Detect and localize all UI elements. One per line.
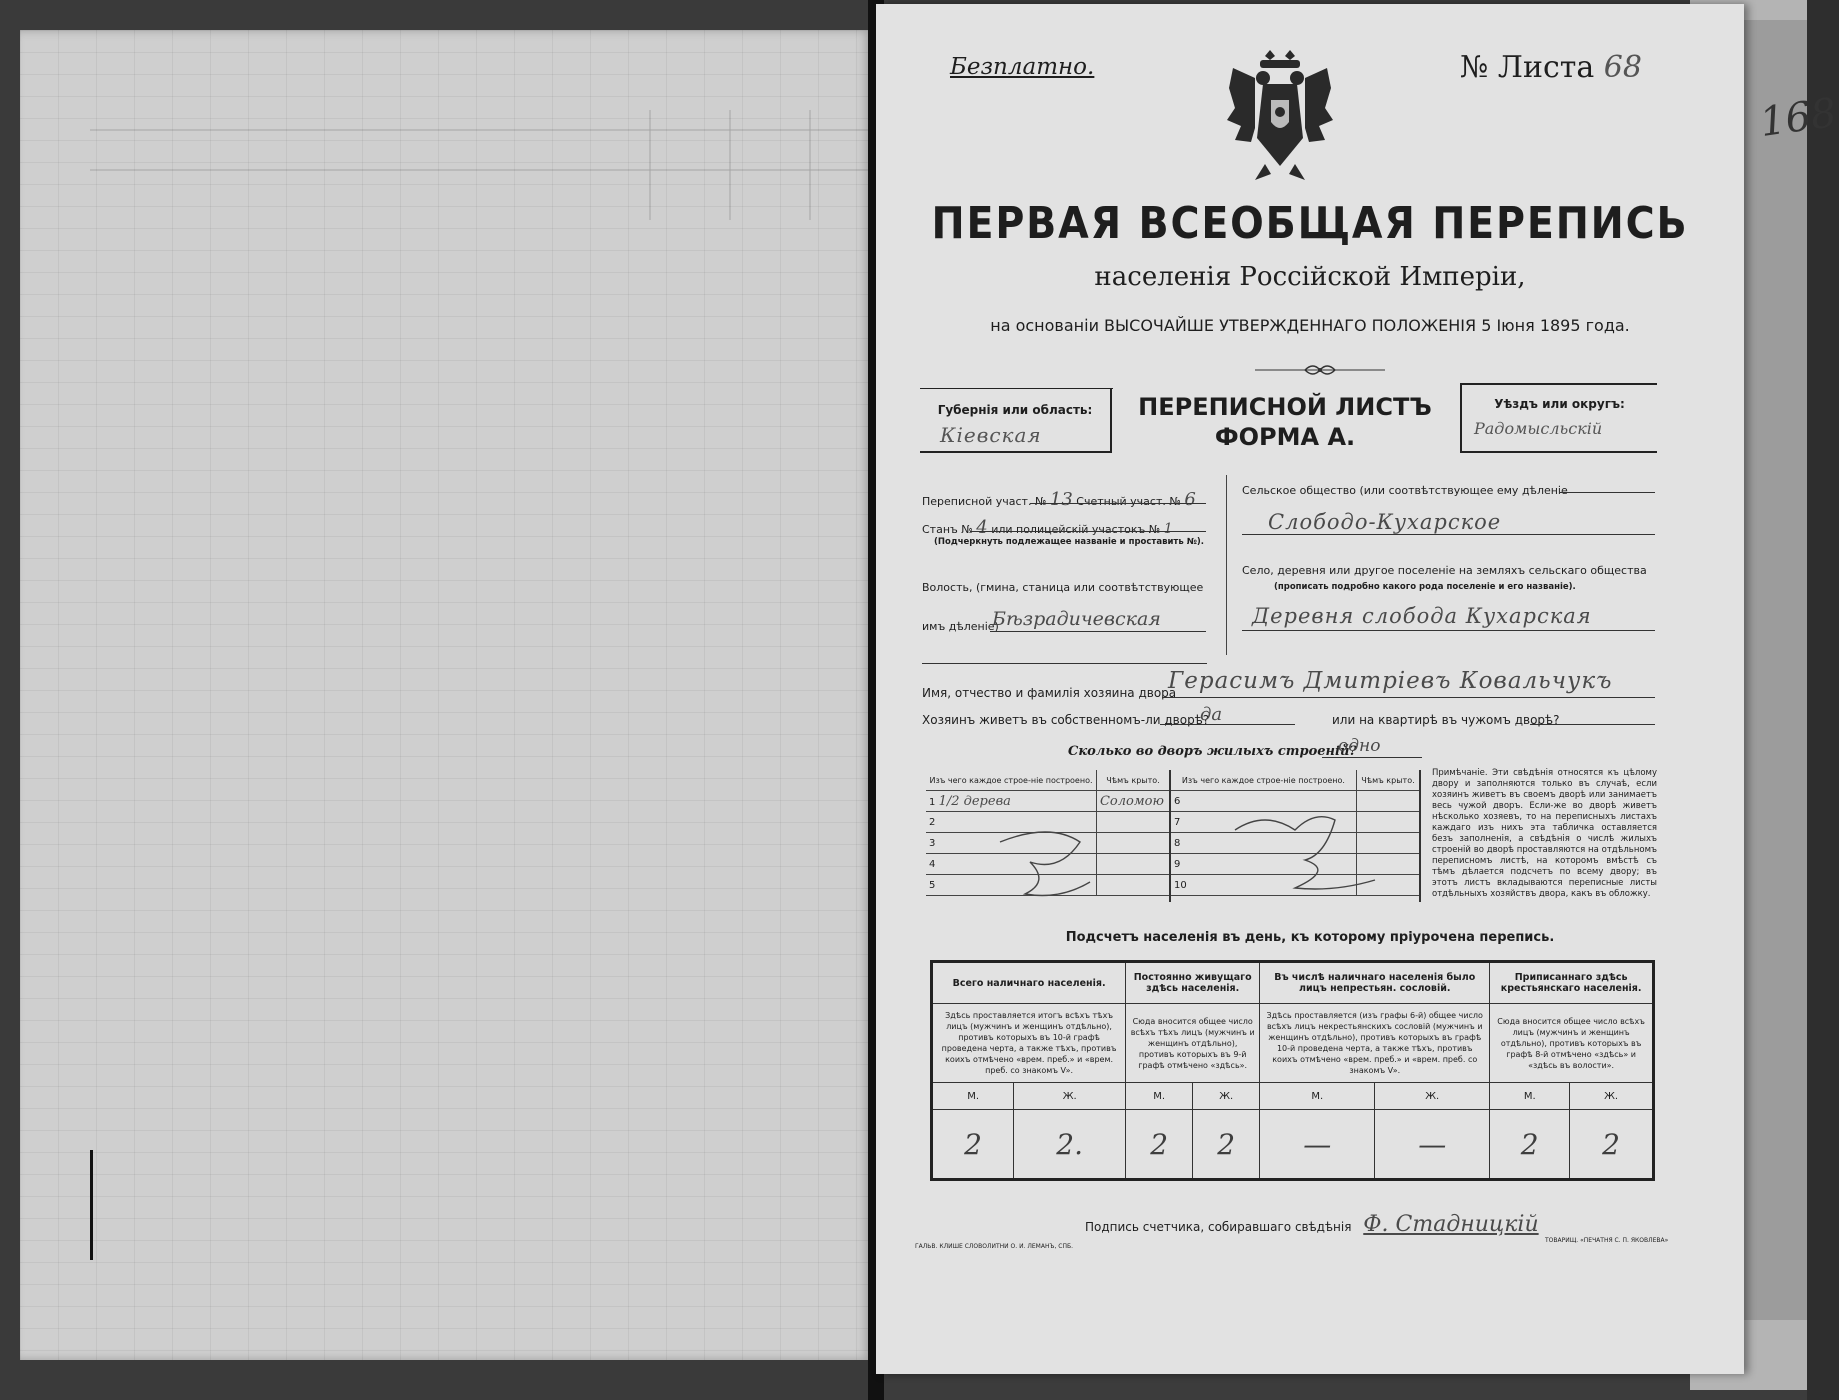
- sex-label: М.: [1490, 1083, 1570, 1110]
- form-column-divider: [1226, 475, 1227, 655]
- population-title: Подсчетъ населенія въ день, къ которому пріурочена перепись.: [1065, 930, 1555, 945]
- col-material-header: Изъ чего каждое строе-ніе построено.: [1171, 770, 1356, 791]
- stan-value: 4: [976, 517, 988, 538]
- sex-label: М.: [1126, 1083, 1193, 1110]
- population-header: Приписаннаго здѣсь крестьянскаго населенія.: [1490, 962, 1654, 1004]
- census-plot-value: 13: [1049, 489, 1073, 510]
- col-roof-header: Чѣмъ крыто.: [1096, 770, 1169, 791]
- population-value: —: [1375, 1110, 1490, 1180]
- free-label: Безплатно.: [950, 54, 1095, 80]
- row-number: 7: [1171, 812, 1356, 833]
- population-header: Всего наличнаго населенія.: [932, 962, 1126, 1004]
- census-title: ПЕРВАЯ ВСЕОБЩАЯ ПЕРЕПИСЬ: [931, 198, 1689, 249]
- population-header: Постоянно живущаго здѣсь населенія.: [1126, 962, 1260, 1004]
- col-material-header: Изъ чего каждое строе-ніе построено.: [926, 770, 1096, 791]
- village-underline: [1242, 630, 1655, 631]
- census-plot-label: Переписной участ. №: [922, 495, 1047, 508]
- rent-underline: [1530, 724, 1655, 725]
- sex-label: Ж.: [1570, 1083, 1654, 1110]
- village-value: Деревня слобода Кухарская: [1252, 604, 1592, 628]
- society-value: Слободо-Кухарское: [1268, 510, 1502, 534]
- society-label: Сельское общество (или соотвѣтствующее ему дѣленіе: [1242, 484, 1568, 497]
- population-value: 2: [932, 1110, 1014, 1180]
- population-value: 2: [1126, 1110, 1193, 1180]
- population-value: 2.: [1014, 1110, 1126, 1180]
- buildings-value: одно: [1338, 736, 1381, 756]
- row-number: 2: [926, 812, 1096, 833]
- row-number: 9: [1171, 854, 1356, 875]
- count-plot-label: Счетный участ. №: [1076, 495, 1181, 508]
- population-header: Въ числѣ наличнаго населенія было лицъ непрестьян. сословій.: [1260, 962, 1490, 1004]
- sheet-number-label: № Листа 68: [1460, 50, 1642, 85]
- district-box: [1460, 383, 1657, 453]
- population-value: —: [1260, 1110, 1375, 1180]
- sheet-number-value: 68: [1603, 50, 1642, 85]
- volost-underline-2: [922, 663, 1207, 664]
- stan-row: [922, 517, 1173, 538]
- village-label: Село, деревня или другое поселеніе на земляхъ сельскаго общества: [1242, 564, 1647, 577]
- district-label: Уѣздъ или округъ:: [1494, 397, 1625, 411]
- left-page-bleedthrough: [90, 110, 870, 220]
- row-number: 8: [1171, 833, 1356, 854]
- sex-label: Ж.: [1193, 1083, 1260, 1110]
- police-value: 1: [1163, 521, 1173, 537]
- population-description: Сюда вносится общее число всѣхъ лицъ (мужчинъ и женщинъ отдѣльно), противъ которыхъ въ графѣ 8-й отмѣчено «здѣсь» и «здѣсь въ волости».: [1490, 1004, 1654, 1083]
- province-box-top: [920, 388, 1113, 389]
- society-label-line: [1560, 492, 1655, 493]
- form-title-line2: ФОРМА А.: [1214, 423, 1356, 451]
- imperial-eagle-emblem: [1225, 48, 1335, 188]
- signature-value: Ф. Стадницкій: [1363, 1212, 1539, 1237]
- village-note: (прописать подробно какого рода поселеніе и его названіе).: [1274, 582, 1576, 592]
- empty-rows-scribble-right: [1225, 800, 1385, 900]
- census-plot-underline: [1030, 503, 1206, 504]
- count-plot-value: 6: [1184, 489, 1196, 510]
- imprint-right: ТОВАРИЩ. «ПЕЧАТНЯ С. П. ЯКОВЛЕВА»: [1545, 1237, 1669, 1244]
- sex-label: Ж.: [1014, 1083, 1126, 1110]
- census-subtitle: населенія Россійской Имперіи,: [1094, 262, 1526, 292]
- owns-value: да: [1200, 704, 1223, 725]
- stan-underline: [970, 531, 1206, 532]
- province-value: Кіевская: [940, 423, 1042, 447]
- row-number: 5: [926, 875, 1096, 896]
- buildings-label: Сколько во дворъ жилыхъ строеній?: [1068, 744, 1358, 759]
- buildings-note: Примѣчаніе. Эти свѣдѣнія относятся къ цѣлому двору и заполняются только въ случаѣ, если хозяинъ живетъ въ своемъ дворѣ или занимаетъ весь чужой дворъ. Если-же во дворѣ живетъ нѣсколько хозяевъ, то на переписныхъ листахъ каждаго изъ нихъ эта табличка оставляется безъ заполненія, а свѣдѣнія о числѣ жилыхъ строеній во дворѣ проставляются на отдѣльномъ переписномъ листѣ, на которомъ вмѣстѣ съ тѣмъ дѣлается подсчетъ по всему двору; въ этотъ листъ вкладываются переписные листы отдѣльныхъ хозяйствъ двора, какъ въ обложку.: [1432, 768, 1657, 899]
- rent-label: или на квартирѣ въ чужомъ дворѣ?: [1332, 713, 1560, 727]
- population-value: 2: [1193, 1110, 1260, 1180]
- col-roof-header: Чѣмъ крыто.: [1356, 770, 1419, 791]
- population-value: 2: [1490, 1110, 1570, 1180]
- census-basis: на основаніи ВЫСОЧАЙШЕ УТВЕРЖДЕННАГО ПОЛОЖЕНІЯ 5 Іюня 1895 года.: [990, 316, 1630, 335]
- population-value: 2: [1570, 1110, 1654, 1180]
- underlying-sheet-edge: [1740, 20, 1807, 1320]
- left-page: [20, 30, 872, 1360]
- province-label: Губернія или область:: [937, 403, 1093, 417]
- form-title: [1120, 392, 1450, 452]
- buildings-underline: [1322, 757, 1422, 758]
- row-number: 10: [1171, 875, 1356, 896]
- volost-underline: [990, 631, 1206, 632]
- row1-roof: Соломою: [1099, 793, 1164, 809]
- row1-material: 1/2 дерева: [938, 793, 1011, 809]
- district-value: Радомысльскій: [1474, 419, 1603, 438]
- owner-value: Герасимъ Дмитріевъ Ковальчукъ: [1168, 668, 1613, 694]
- sex-label: Ж.: [1375, 1083, 1490, 1110]
- underline-note: (Подчеркнуть подлежащее названіе и проставить №).: [934, 537, 1204, 547]
- volost-value: Бѣзрадичевская: [992, 608, 1161, 630]
- signature-row: [1085, 1212, 1539, 1237]
- owner-underline: [1162, 697, 1655, 698]
- row-number: 3: [926, 833, 1096, 854]
- form-title-line1: ПЕРЕПИСНОЙ ЛИСТЪ: [1138, 393, 1432, 421]
- row-number: 1: [929, 796, 936, 808]
- owner-label: Имя, отчество и фамилія хозяина двора: [922, 686, 1177, 700]
- population-description: Сюда вносится общее число всѣхъ тѣхъ лицъ (мужчинъ и женщинъ отдѣльно), противъ которыхъ въ 9-й графѣ отмѣчено «здѣсь».: [1126, 1004, 1260, 1083]
- imprint-left: ГАЛЬВ. КЛИШЕ СЛОВОЛИТНИ О. И. ЛЕМАНЪ, СПБ.: [915, 1243, 1074, 1250]
- signature-label: Подпись счетчика, собиравшаго свѣдѣнія: [1085, 1220, 1352, 1234]
- population-description: Здѣсь проставляется (изъ графы 6-й) общее число всѣхъ лицъ некрестьянскихъ сословій (мужчинъ и женщинъ отдѣльно), противъ которыхъ въ графѣ 10-й проведена черта, а также тѣхъ, противъ коихъ отмѣчено «врем. преб.» и «врем. преб. со знакомъ V».: [1260, 1004, 1490, 1083]
- owns-label: Хозяинъ живетъ въ собственномъ-ли дворѣ?: [922, 713, 1210, 727]
- empty-rows-scribble-left: [990, 822, 1100, 902]
- population-table: [930, 960, 1655, 1181]
- sex-label: М.: [1260, 1083, 1375, 1110]
- row-number: 6: [1171, 791, 1356, 812]
- stan-label: Станъ №: [922, 523, 973, 536]
- left-page-margin-line: [90, 1150, 93, 1260]
- population-description: Здѣсь проставляется итогъ всѣхъ тѣхъ лицъ (мужчинъ и женщинъ отдѣльно), противъ которыхъ въ 10-й графѣ проведена черта, а также тѣхъ, противъ коихъ отмѣчено «врем. преб.» и «врем. преб. со знакомъ V».: [932, 1004, 1126, 1083]
- province-box: [920, 388, 1112, 453]
- buildings-table-right-edge: [1419, 770, 1421, 902]
- society-underline: [1242, 534, 1655, 535]
- row-number: 4: [926, 854, 1096, 875]
- sex-label: М.: [932, 1083, 1014, 1110]
- owns-underline: [1160, 724, 1295, 725]
- police-label: или полицейскій участокъ №: [991, 523, 1161, 536]
- margin-scribble: 168: [1757, 89, 1839, 147]
- volost-label-2: имъ дѣленіе): [922, 620, 999, 633]
- volost-label-1: Волость, (гмина, станица или соотвѣтствующее: [922, 581, 1204, 594]
- ornament-divider: [1255, 360, 1385, 380]
- census-plot-row: [922, 489, 1196, 510]
